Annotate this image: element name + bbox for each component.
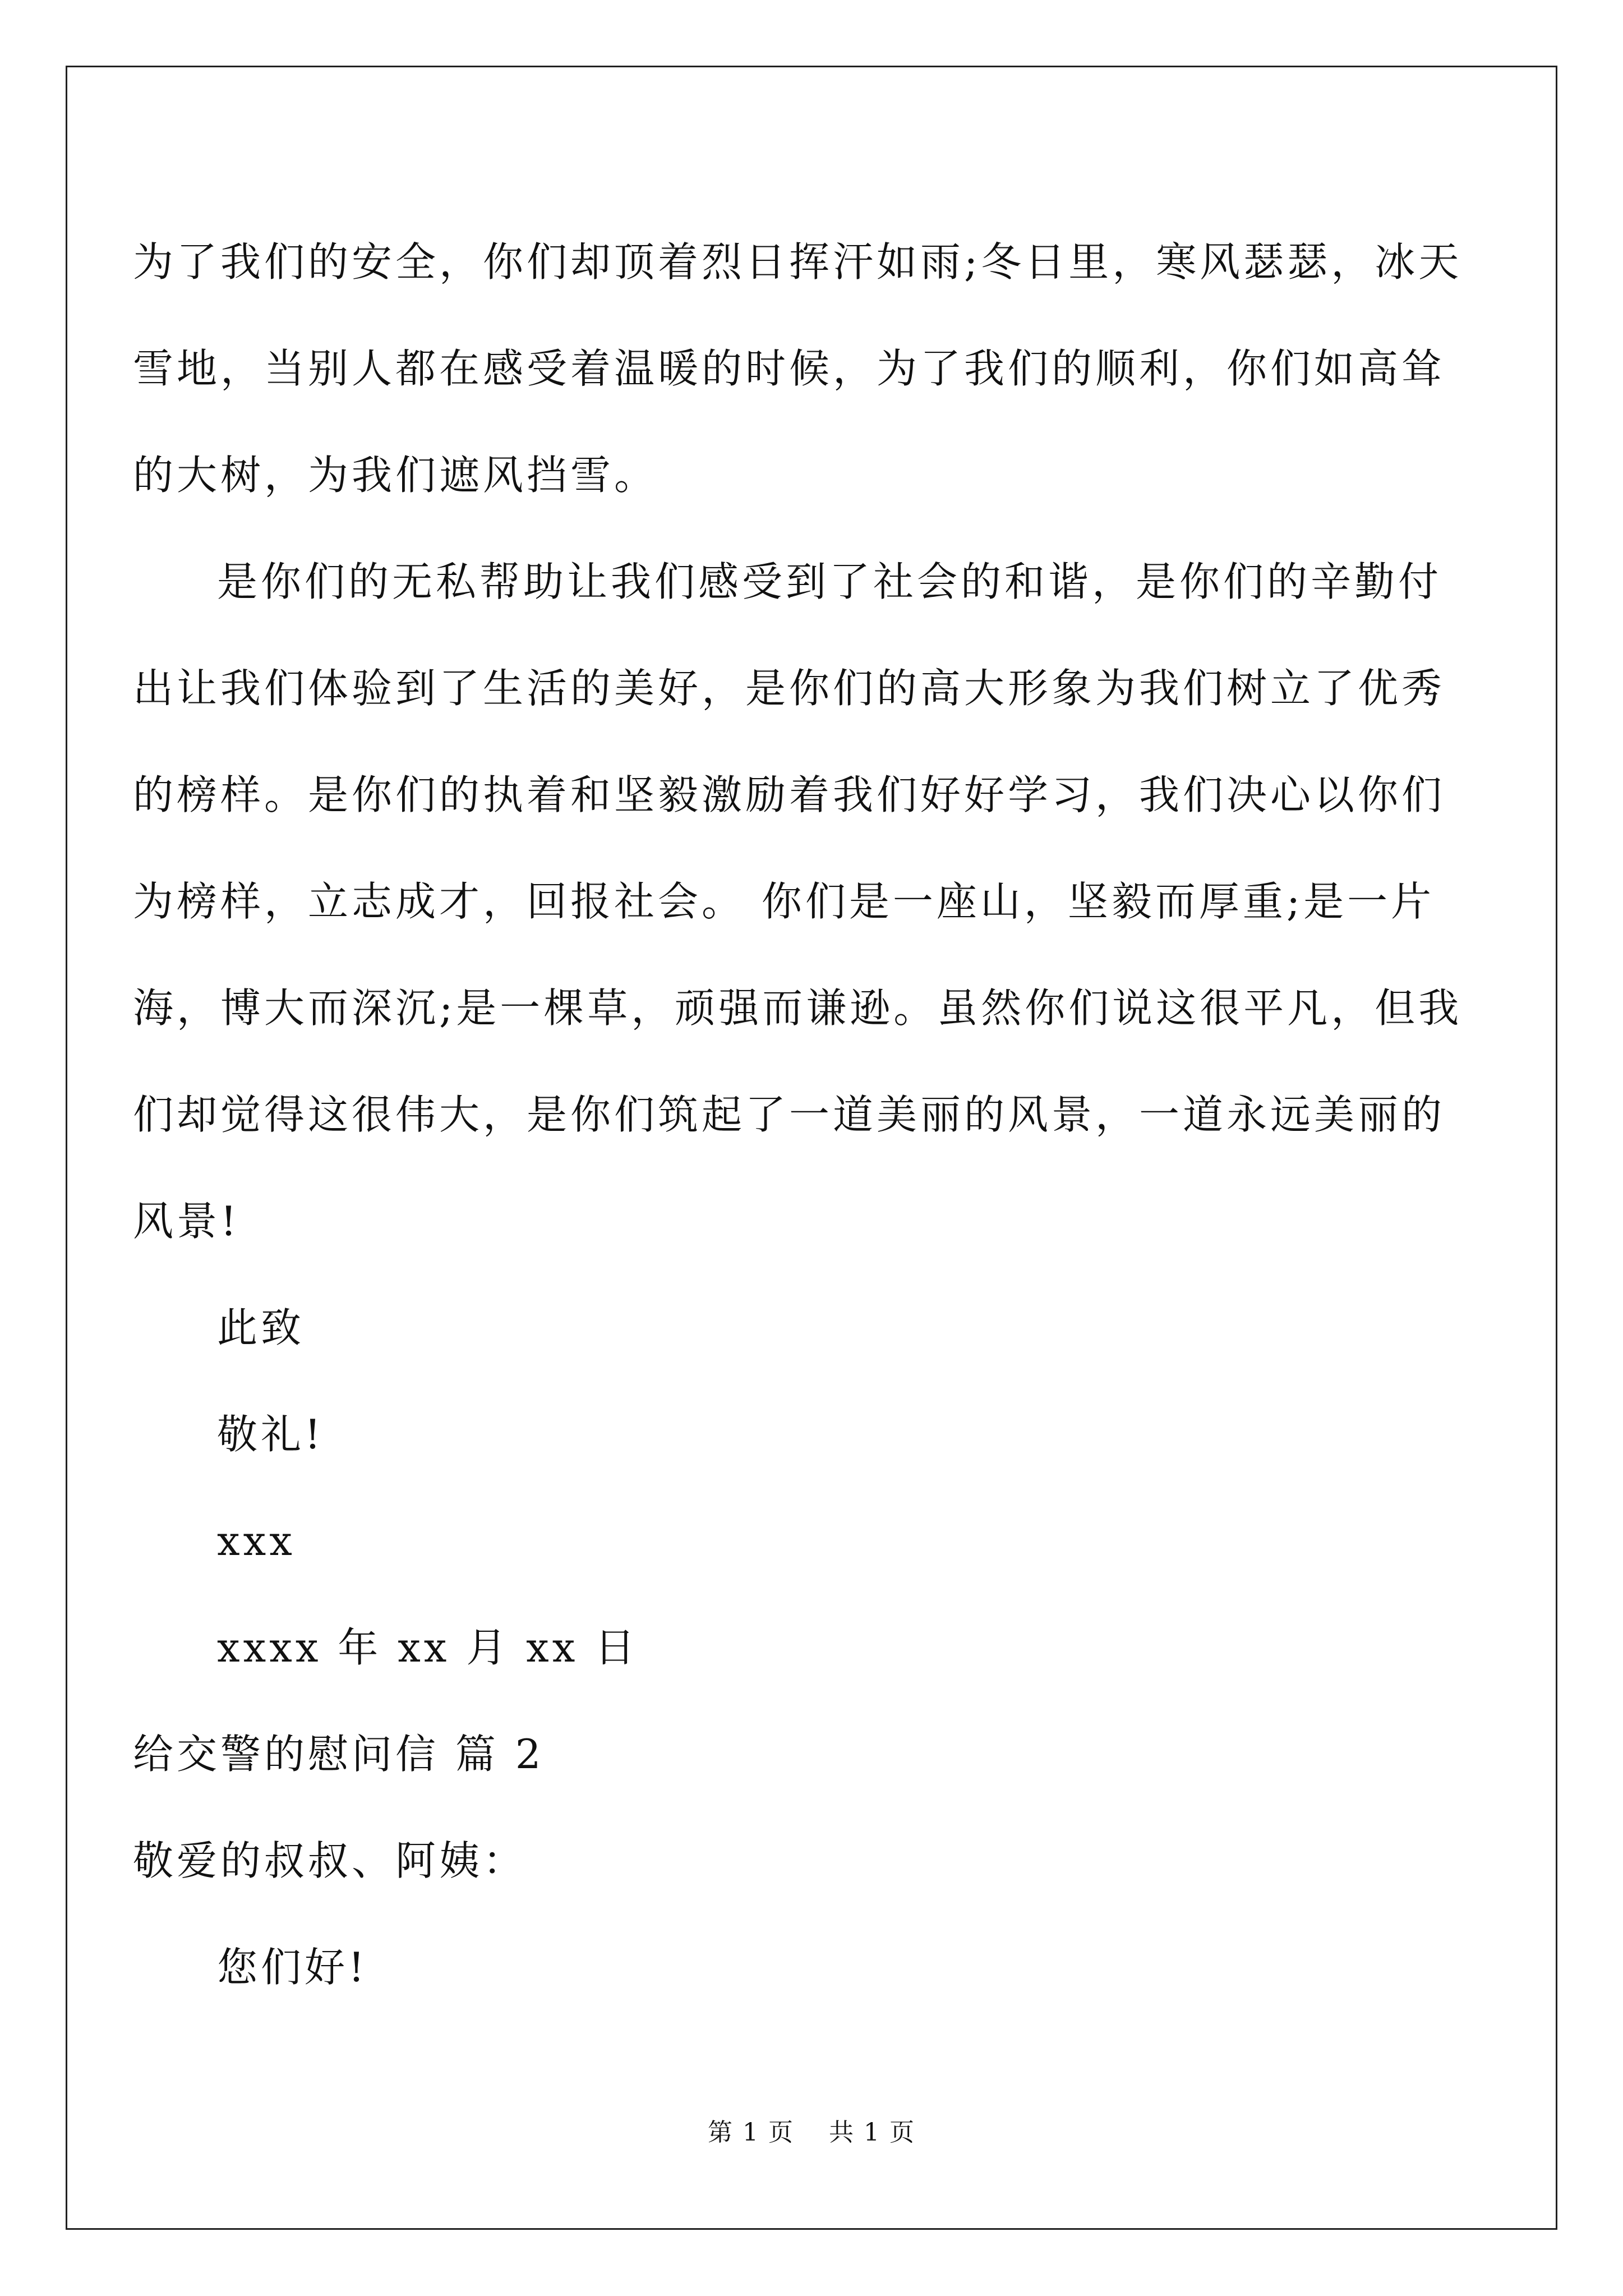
text-line: 是你们的无私帮助让我们感受到了社会的和谐，是你们的辛勤付: [217, 558, 1442, 605]
opening: 您们好!: [217, 1944, 368, 1991]
page-footer: 第 1 页 共 1 页: [708, 2118, 915, 2147]
text-line: 的榜样。是你们的执着和坚毅激励着我们好好学习，我们决心以你们: [133, 771, 1446, 818]
text-line: 们却觉得这很伟大，是你们筑起了一道美丽的风景，一道永远美丽的: [133, 1091, 1446, 1138]
text-line: 为了我们的安全，你们却顶着烈日挥汗如雨;冬日里，寒风瑟瑟，冰天: [133, 238, 1463, 286]
closing-regards: 敬礼!: [217, 1411, 324, 1458]
letter-body: [133, 209, 1463, 2021]
text-line: 风景!: [133, 1198, 240, 1245]
section-heading: 给交警的慰问信 篇 2: [133, 1731, 545, 1778]
signature: xxx: [217, 1517, 296, 1565]
closing-salutation: 此致: [217, 1304, 305, 1351]
text-line: 海，博大而深沉;是一棵草，顽强而谦逊。虽然你们说这很平凡，但我: [133, 984, 1463, 1032]
text-line: 为榜样，立志成才，回报社会。 你们是一座山，坚毅而厚重;是一片: [133, 878, 1435, 925]
text-line: 出让我们体验到了生活的美好，是你们的高大形象为我们树立了优秀: [133, 665, 1446, 712]
text-line: 的大树，为我们遮风挡雪。: [133, 452, 658, 499]
greeting: 敬爱的叔叔、阿姨：: [133, 1837, 527, 1884]
text-line: 雪地，当别人都在感受着温暖的时候，为了我们的顺利，你们如高耸: [133, 345, 1446, 392]
date-line: xxxx 年 xx 月 xx 日: [217, 1624, 639, 1671]
